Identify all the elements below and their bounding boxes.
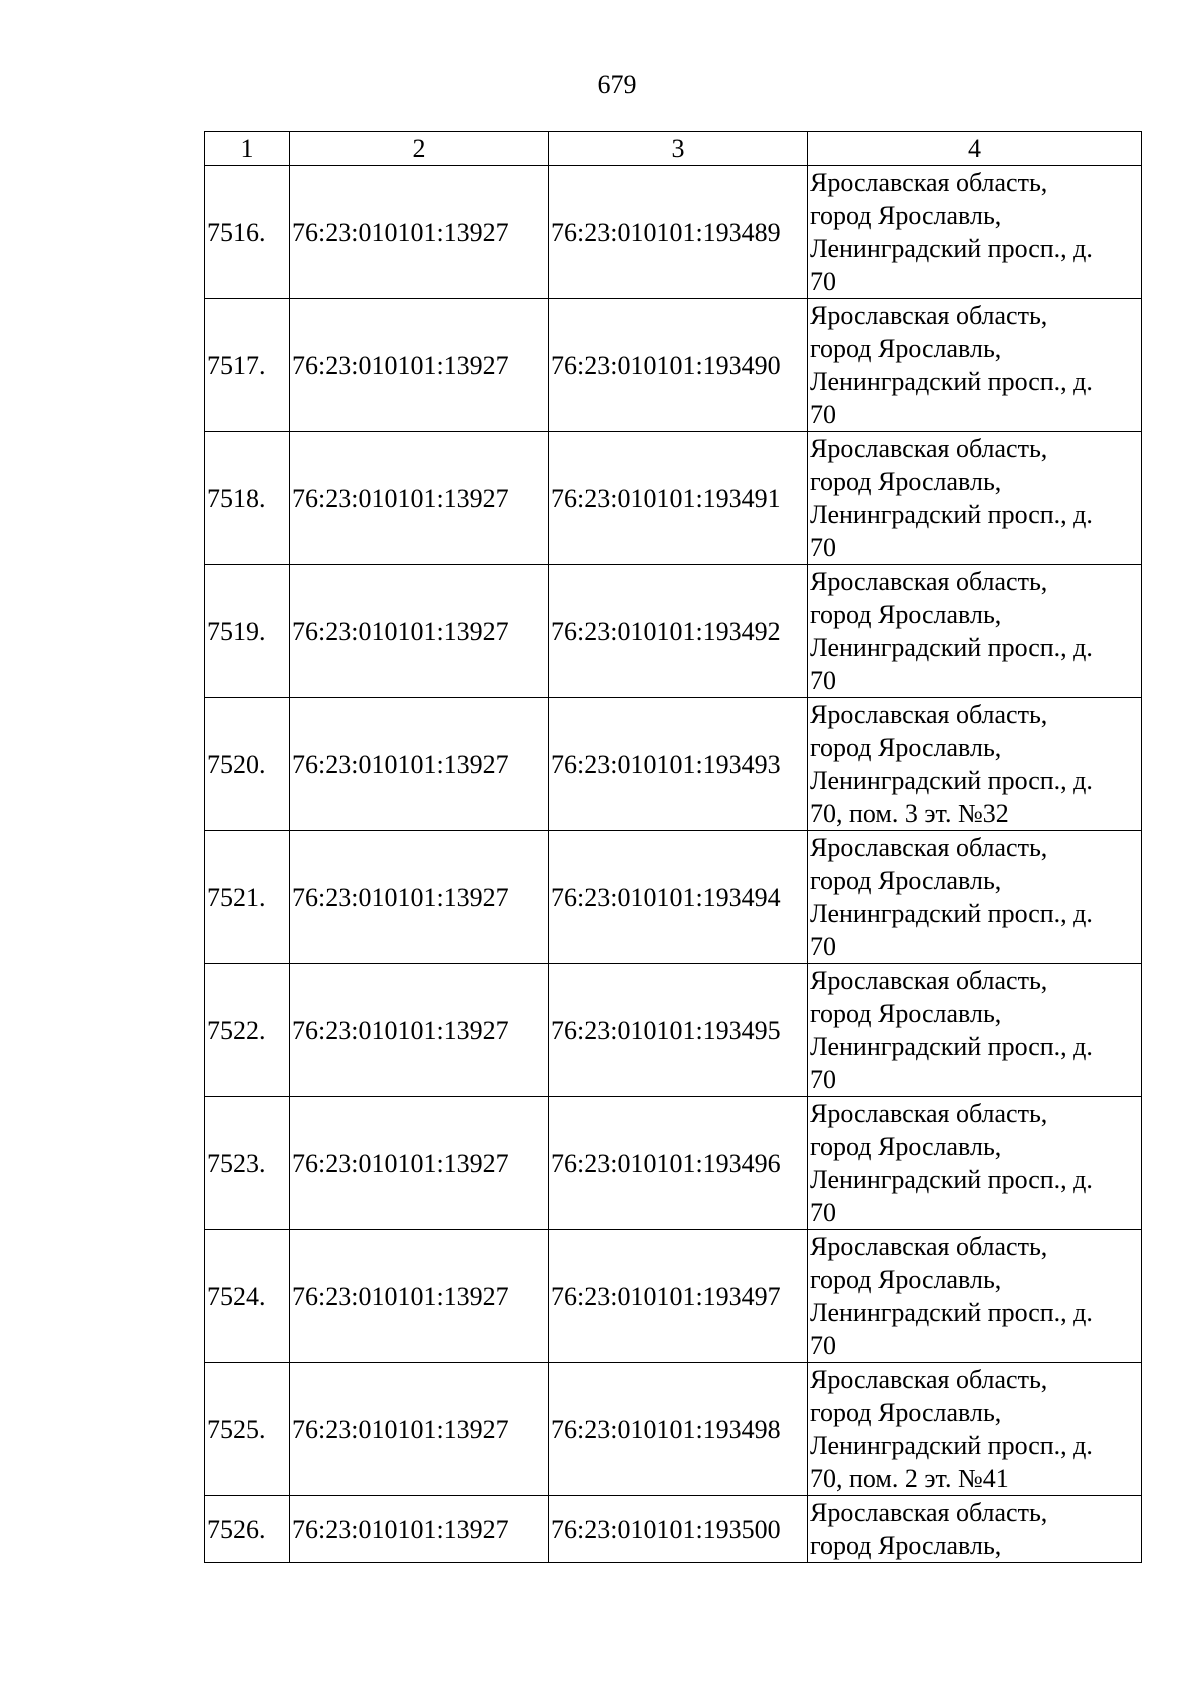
table-row (205, 1097, 1142, 1230)
address-cell (808, 166, 1142, 299)
address-cell (808, 1097, 1142, 1230)
parcel-cadastral-number-cell: 76:23:010101:13927 (290, 831, 549, 964)
address-line: Ярославская область, (810, 567, 1048, 596)
table-row (205, 299, 1142, 432)
address-line: Ярославская область, (810, 301, 1048, 330)
object-cadastral-number-cell: 76:23:010101:193498 (549, 1363, 808, 1496)
address-cell (808, 299, 1142, 432)
table-row (205, 1363, 1142, 1496)
row-number-cell: 7520. (205, 698, 290, 831)
address-line: Ярославская область, (810, 966, 1048, 995)
address-cell (808, 1496, 1142, 1563)
row-number-cell: 7516. (205, 166, 290, 299)
object-cadastral-number-cell: 76:23:010101:193497 (549, 1230, 808, 1363)
address-line: город Ярославль, (810, 1132, 1002, 1161)
row-number-cell: 7517. (205, 299, 290, 432)
address-line: город Ярославль, (810, 201, 1002, 230)
parcel-cadastral-number-cell: 76:23:010101:13927 (290, 565, 549, 698)
row-number-cell: 7524. (205, 1230, 290, 1363)
table-header-row (205, 132, 1142, 166)
parcel-cadastral-number-cell: 76:23:010101:13927 (290, 299, 549, 432)
address-cell (808, 432, 1142, 565)
object-cadastral-number-cell: 76:23:010101:193493 (549, 698, 808, 831)
header-cell-col4: 4 (808, 132, 1142, 166)
parcel-cadastral-number-cell: 76:23:010101:13927 (290, 166, 549, 299)
object-cadastral-number-cell: 76:23:010101:193492 (549, 565, 808, 698)
row-number-cell: 7526. (205, 1496, 290, 1563)
parcel-cadastral-number-cell: 76:23:010101:13927 (290, 698, 549, 831)
address-line: город Ярославль, (810, 733, 1002, 762)
address-line: 70 (810, 1198, 836, 1227)
header-cell-col1: 1 (205, 132, 290, 166)
address-cell (808, 831, 1142, 964)
address-cell (808, 1363, 1142, 1496)
address-line: Ярославская область, (810, 1099, 1048, 1128)
object-cadastral-number-cell: 76:23:010101:193491 (549, 432, 808, 565)
row-number-cell: 7522. (205, 964, 290, 1097)
address-line: 70 (810, 1065, 836, 1094)
parcel-cadastral-number-cell: 76:23:010101:13927 (290, 432, 549, 565)
address-line: город Ярославль, (810, 334, 1002, 363)
address-line: город Ярославль, (810, 1398, 1002, 1427)
address-line: город Ярославль, (810, 1265, 1002, 1294)
address-line: Ленинградский просп., д. (810, 1431, 1093, 1460)
parcel-cadastral-number-cell: 76:23:010101:13927 (290, 1097, 549, 1230)
parcel-cadastral-number-cell: 76:23:010101:13927 (290, 1496, 549, 1563)
page-number: 679 (597, 70, 637, 99)
address-line: Ярославская область, (810, 833, 1048, 862)
address-line: 70 (810, 932, 836, 961)
table-body (205, 132, 1142, 1563)
object-cadastral-number-cell: 76:23:010101:193496 (549, 1097, 808, 1230)
address-cell (808, 1230, 1142, 1363)
address-line: город Ярославль, (810, 600, 1002, 629)
table-row (205, 964, 1142, 1097)
address-line: Ленинградский просп., д. (810, 1298, 1093, 1327)
address-cell (808, 964, 1142, 1097)
row-number-cell: 7518. (205, 432, 290, 565)
object-cadastral-number-cell: 76:23:010101:193495 (549, 964, 808, 1097)
address-line: Ленинградский просп., д. (810, 500, 1093, 529)
address-cell (808, 698, 1142, 831)
row-number-cell: 7523. (205, 1097, 290, 1230)
table-row (205, 831, 1142, 964)
address-cell (808, 565, 1142, 698)
object-cadastral-number-cell: 76:23:010101:193500 (549, 1496, 808, 1563)
address-line: город Ярославль, (810, 1531, 1002, 1560)
address-line: Ярославская область, (810, 1498, 1048, 1527)
address-line: 70 (810, 666, 836, 695)
row-number-cell: 7519. (205, 565, 290, 698)
object-cadastral-number-cell: 76:23:010101:193490 (549, 299, 808, 432)
table-row (205, 432, 1142, 565)
header-cell-col2: 2 (290, 132, 549, 166)
address-line: 70 (810, 400, 836, 429)
table-row (205, 565, 1142, 698)
address-line: город Ярославль, (810, 866, 1002, 895)
object-cadastral-number-cell: 76:23:010101:193494 (549, 831, 808, 964)
address-line: 70 (810, 533, 836, 562)
address-line: Ленинградский просп., д. (810, 633, 1093, 662)
address-line: Ярославская область, (810, 1365, 1048, 1394)
address-line: Ленинградский просп., д. (810, 1165, 1093, 1194)
address-line: Ленинградский просп., д. (810, 766, 1093, 795)
address-line: 70, пом. 3 эт. №32 (810, 799, 1009, 828)
address-line: Ярославская область, (810, 700, 1048, 729)
table-row (205, 698, 1142, 831)
parcel-cadastral-number-cell: 76:23:010101:13927 (290, 964, 549, 1097)
table-row (205, 1230, 1142, 1363)
parcel-cadastral-number-cell: 76:23:010101:13927 (290, 1230, 549, 1363)
address-line: 70 (810, 267, 836, 296)
table-row (205, 166, 1142, 299)
table-row (205, 1496, 1142, 1563)
address-line: город Ярославль, (810, 467, 1002, 496)
header-cell-col3: 3 (549, 132, 808, 166)
row-number-cell: 7521. (205, 831, 290, 964)
address-line: Ярославская область, (810, 434, 1048, 463)
address-line: Ленинградский просп., д. (810, 899, 1093, 928)
registry-table (204, 131, 1142, 1563)
address-line: 70, пом. 2 эт. №41 (810, 1464, 1009, 1493)
address-line: Ленинградский просп., д. (810, 367, 1093, 396)
address-line: Ярославская область, (810, 1232, 1048, 1261)
address-line: 70 (810, 1331, 836, 1360)
parcel-cadastral-number-cell: 76:23:010101:13927 (290, 1363, 549, 1496)
object-cadastral-number-cell: 76:23:010101:193489 (549, 166, 808, 299)
address-line: город Ярославль, (810, 999, 1002, 1028)
address-line: Ленинградский просп., д. (810, 1032, 1093, 1061)
address-line: Ярославская область, (810, 168, 1048, 197)
address-line: Ленинградский просп., д. (810, 234, 1093, 263)
row-number-cell: 7525. (205, 1363, 290, 1496)
